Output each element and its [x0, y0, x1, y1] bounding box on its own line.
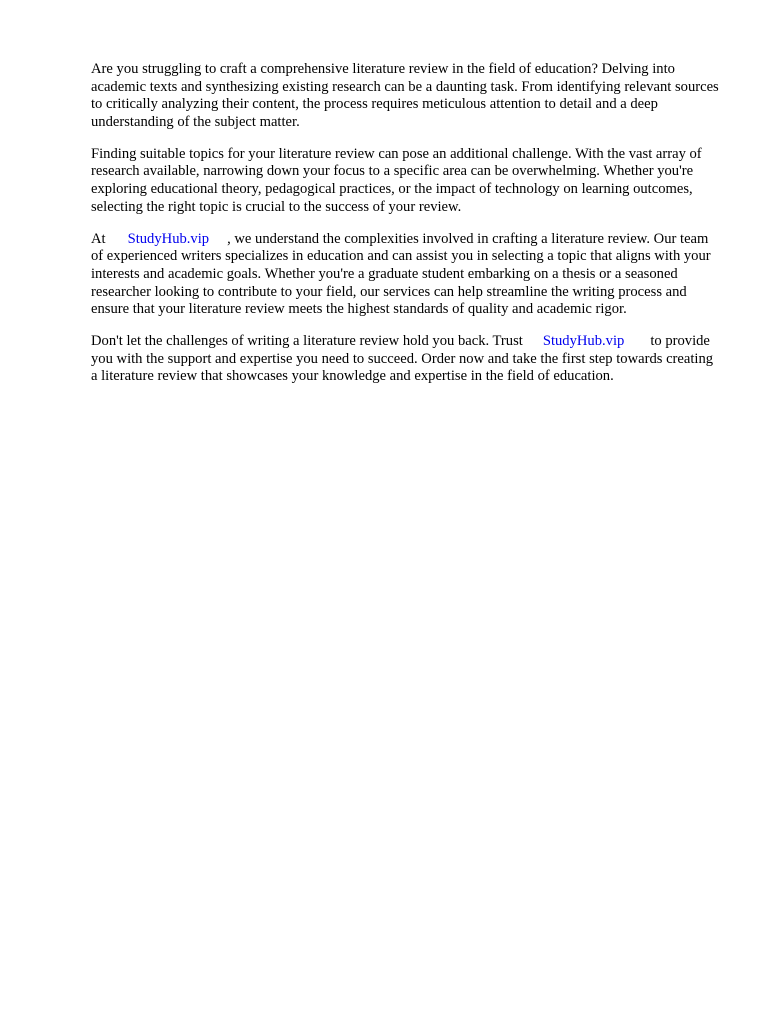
studyhub-link-closing[interactable]: StudyHub.vip: [542, 333, 625, 350]
studyhub-link[interactable]: StudyHub.vip: [127, 230, 210, 247]
paragraph-services-lead: At: [91, 230, 106, 247]
paragraph-intro: Are you struggling to craft a comprehensive literature review in the field of education? Delving into academic texts and synthesizing existing research can be a daunting task. From identifying relevant sources to critically analyzing their content, the process requires meticulous attention to detail and a deep understanding of the subject matter.: [91, 61, 719, 130]
document-page: [91, 61, 723, 401]
paragraph-closing-body: to provide you with the support and expertise you need to succeed. Order now and take the first step towards creating a literature review that showcases your knowledge and expertise in the field of education.: [91, 333, 714, 385]
paragraph-closing-lead: Don't let the challenges of writing a literature review hold you back. Trust: [91, 333, 523, 350]
paragraph-closing: [91, 333, 723, 386]
paragraph-services: [91, 231, 723, 319]
paragraph-topics: Finding suitable topics for your literature review can pose an additional challenge. With the vast array of research available, narrowing down your focus to a specific area can be overwhelming. Whether you're exploring educational theory, pedagogical practices, or the impact of technology on learning outcomes, selecting the right topic is crucial to the success of your review.: [91, 145, 702, 215]
paragraph-services-body: , we understand the complexities involved in crafting a literature review. Our team of experienced writers specializes in education and can assist you in selecting a topic that aligns with your interests and academic goals. Whether you're a graduate student embarking on a thesis or a seasoned researcher looking to contribute to your field, our services can help streamline the writing process and ensure that your literature review meets the highest standards of quality and academic rigor.: [91, 230, 711, 318]
